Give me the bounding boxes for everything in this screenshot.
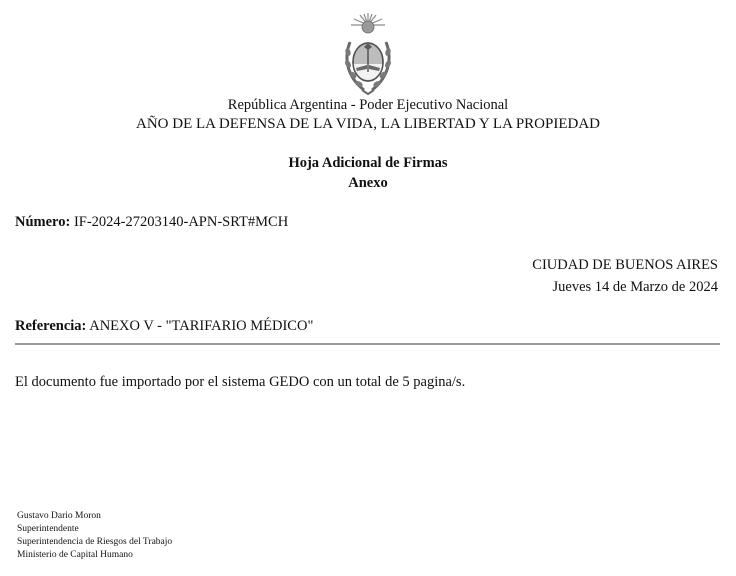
signer-ministry: Ministerio de Capital Humano xyxy=(17,550,133,560)
document-number-label: Número: xyxy=(15,214,71,230)
document-number-value: IF-2024-27203140-APN-SRT#MCH xyxy=(73,214,289,230)
signer-role: Superintendente xyxy=(17,524,79,534)
header-line-2: AÑO DE LA DEFENSA DE LA VIDA, LA LIBERTAD Y LA PROPIEDAD xyxy=(135,116,600,132)
signer-name: Gustavo Dario Moron xyxy=(17,511,101,521)
date: Jueves 14 de Marzo de 2024 xyxy=(552,279,718,295)
signer-organization: Superintendencia de Riesgos del Trabajo xyxy=(17,537,173,547)
body-text: El documento fue importado por el sistema GEDO con un total de 5 pagina/s. xyxy=(15,374,466,390)
document-title: Hoja Adicional de Firmas xyxy=(288,155,448,171)
header-line-1: República Argentina - Poder Ejecutivo Nacional xyxy=(227,97,509,113)
divider xyxy=(15,343,720,345)
signature-block xyxy=(17,510,172,562)
argentina-coat-of-arms-icon xyxy=(340,12,396,98)
document-number xyxy=(15,214,288,231)
document-subtitle: Anexo xyxy=(348,175,388,191)
city: CIUDAD DE BUENOS AIRES xyxy=(532,257,718,273)
reference-value: ANEXO V - "TARIFARIO MÉDICO" xyxy=(89,318,314,334)
reference-label: Referencia: xyxy=(15,318,87,334)
reference xyxy=(15,318,313,335)
